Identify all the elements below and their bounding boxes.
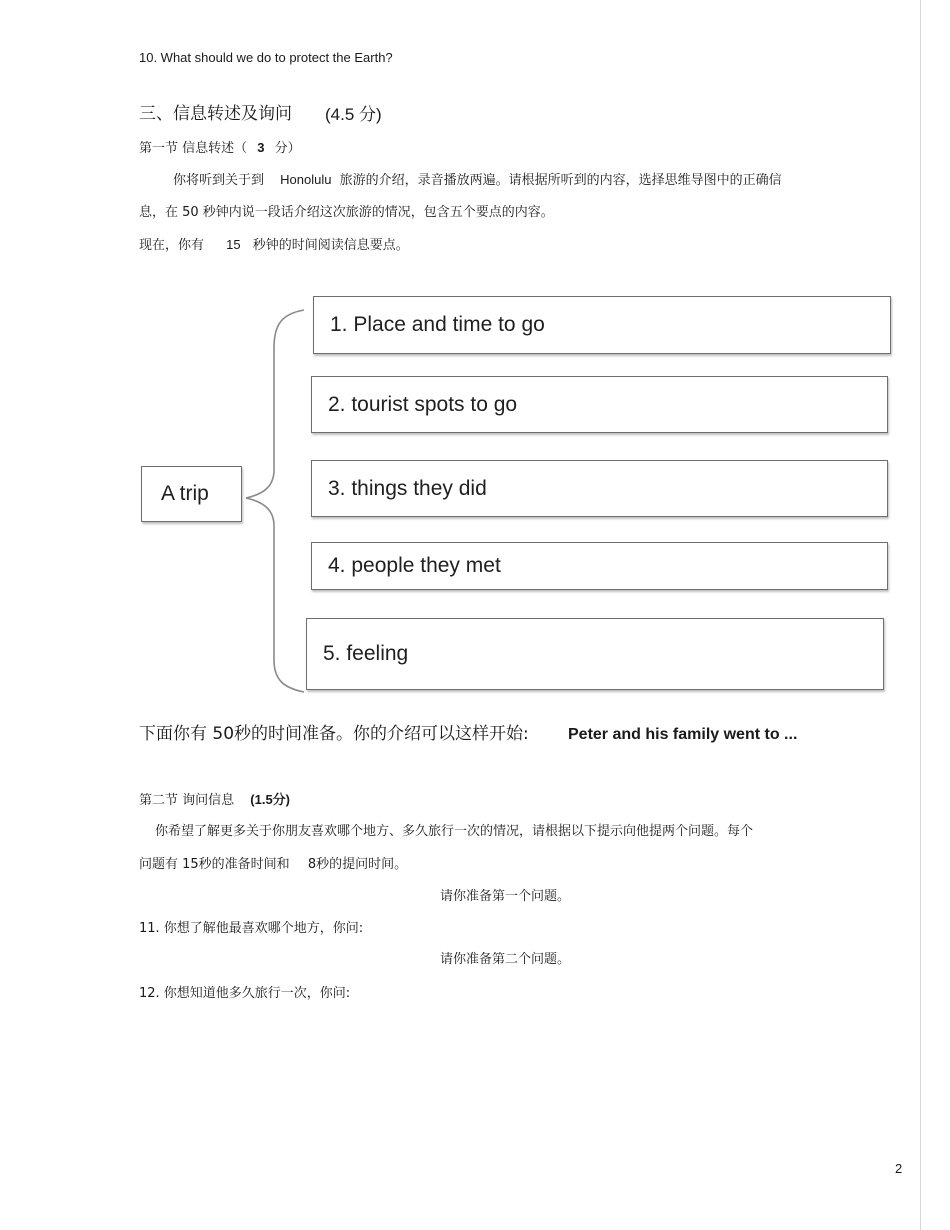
prepare-second-question: 请你准备第二个问题。 [440, 952, 571, 967]
mindmap-item-label: 2. tourist spots to go [328, 392, 518, 416]
part-1-heading-prefix: 第一节 信息转述（ [139, 141, 248, 156]
instr-text: 秒钟的时间阅读信息要点。 [252, 238, 409, 253]
mindmap-brace [238, 300, 310, 695]
mindmap-item-2 [311, 376, 888, 433]
part-2-instruction-line-2 [139, 858, 407, 871]
page-edge-line [920, 0, 921, 1230]
part-2-heading [139, 793, 290, 807]
mindmap-item-label: 4. people they met [328, 554, 501, 577]
section-3-score: (4.5 分) [325, 105, 382, 124]
instr-text: 8秒的提问时间。 [307, 857, 408, 872]
mindmap-item-1 [313, 296, 891, 354]
mindmap-center-label: A trip [161, 482, 209, 505]
section-3-title: 三、信息转述及询问 [139, 104, 292, 124]
instr-text: 现在，你有 [139, 238, 205, 253]
part-1-instruction-line-1 [173, 173, 782, 187]
prep-instruction: 下面你有 50秒的时间准备。你的介绍可以这样开始: [139, 724, 529, 744]
part-1-heading [139, 141, 301, 155]
mindmap-item-4 [311, 542, 888, 590]
instr-text: 旅游的介绍，录音播放两遍。请根据所听到的内容，选择思维导图中的正确信 [339, 173, 782, 188]
mindmap-item-5 [306, 618, 884, 690]
part-2-heading-title: 第二节 询问信息 [139, 793, 235, 808]
mindmap-item-label: 3. things they did [328, 476, 487, 500]
part-1-instruction-line-3 [139, 238, 409, 252]
prep-opening-sentence: Peter and his family went to ... [568, 726, 798, 743]
instr-text: 你将听到关于到 [173, 173, 265, 188]
question-12: 12. 你想知道他多久旅行一次，你问: [139, 986, 351, 1001]
part-1-heading-suffix: 分） [274, 141, 301, 156]
question-11: 11. 你想了解他最喜欢哪个地方，你问: [139, 921, 364, 936]
instr-text: 问题有 15秒的准备时间和 [139, 857, 290, 872]
mindmap-center-box [141, 466, 242, 522]
mindmap-item-label: 5. feeling [323, 642, 409, 665]
part-2-instruction-line-1: 你希望了解更多关于你朋友喜欢哪个地方、多久旅行一次的情况，请根据以下提示向他提两个问题。每个 [155, 824, 754, 839]
mindmap-item-label: 1. Place and time to go [330, 313, 545, 336]
part-2-heading-score: (1.5分) [250, 792, 291, 807]
mindmap-item-3 [311, 460, 888, 517]
page-number: 2 [895, 1161, 903, 1176]
part-1-instruction-line-2: 息，在 50 秒钟内说一段话介绍这次旅游的情况，包含五个要点的内容。 [139, 205, 554, 220]
part-1-heading-score: 3 [257, 140, 265, 155]
prepare-first-question: 请你准备第一个问题。 [440, 889, 571, 904]
instr-seconds: 15 [226, 237, 241, 252]
instr-place-name: Honolulu [280, 172, 332, 187]
question-10: 10. What should we do to protect the Earth? [139, 50, 393, 65]
